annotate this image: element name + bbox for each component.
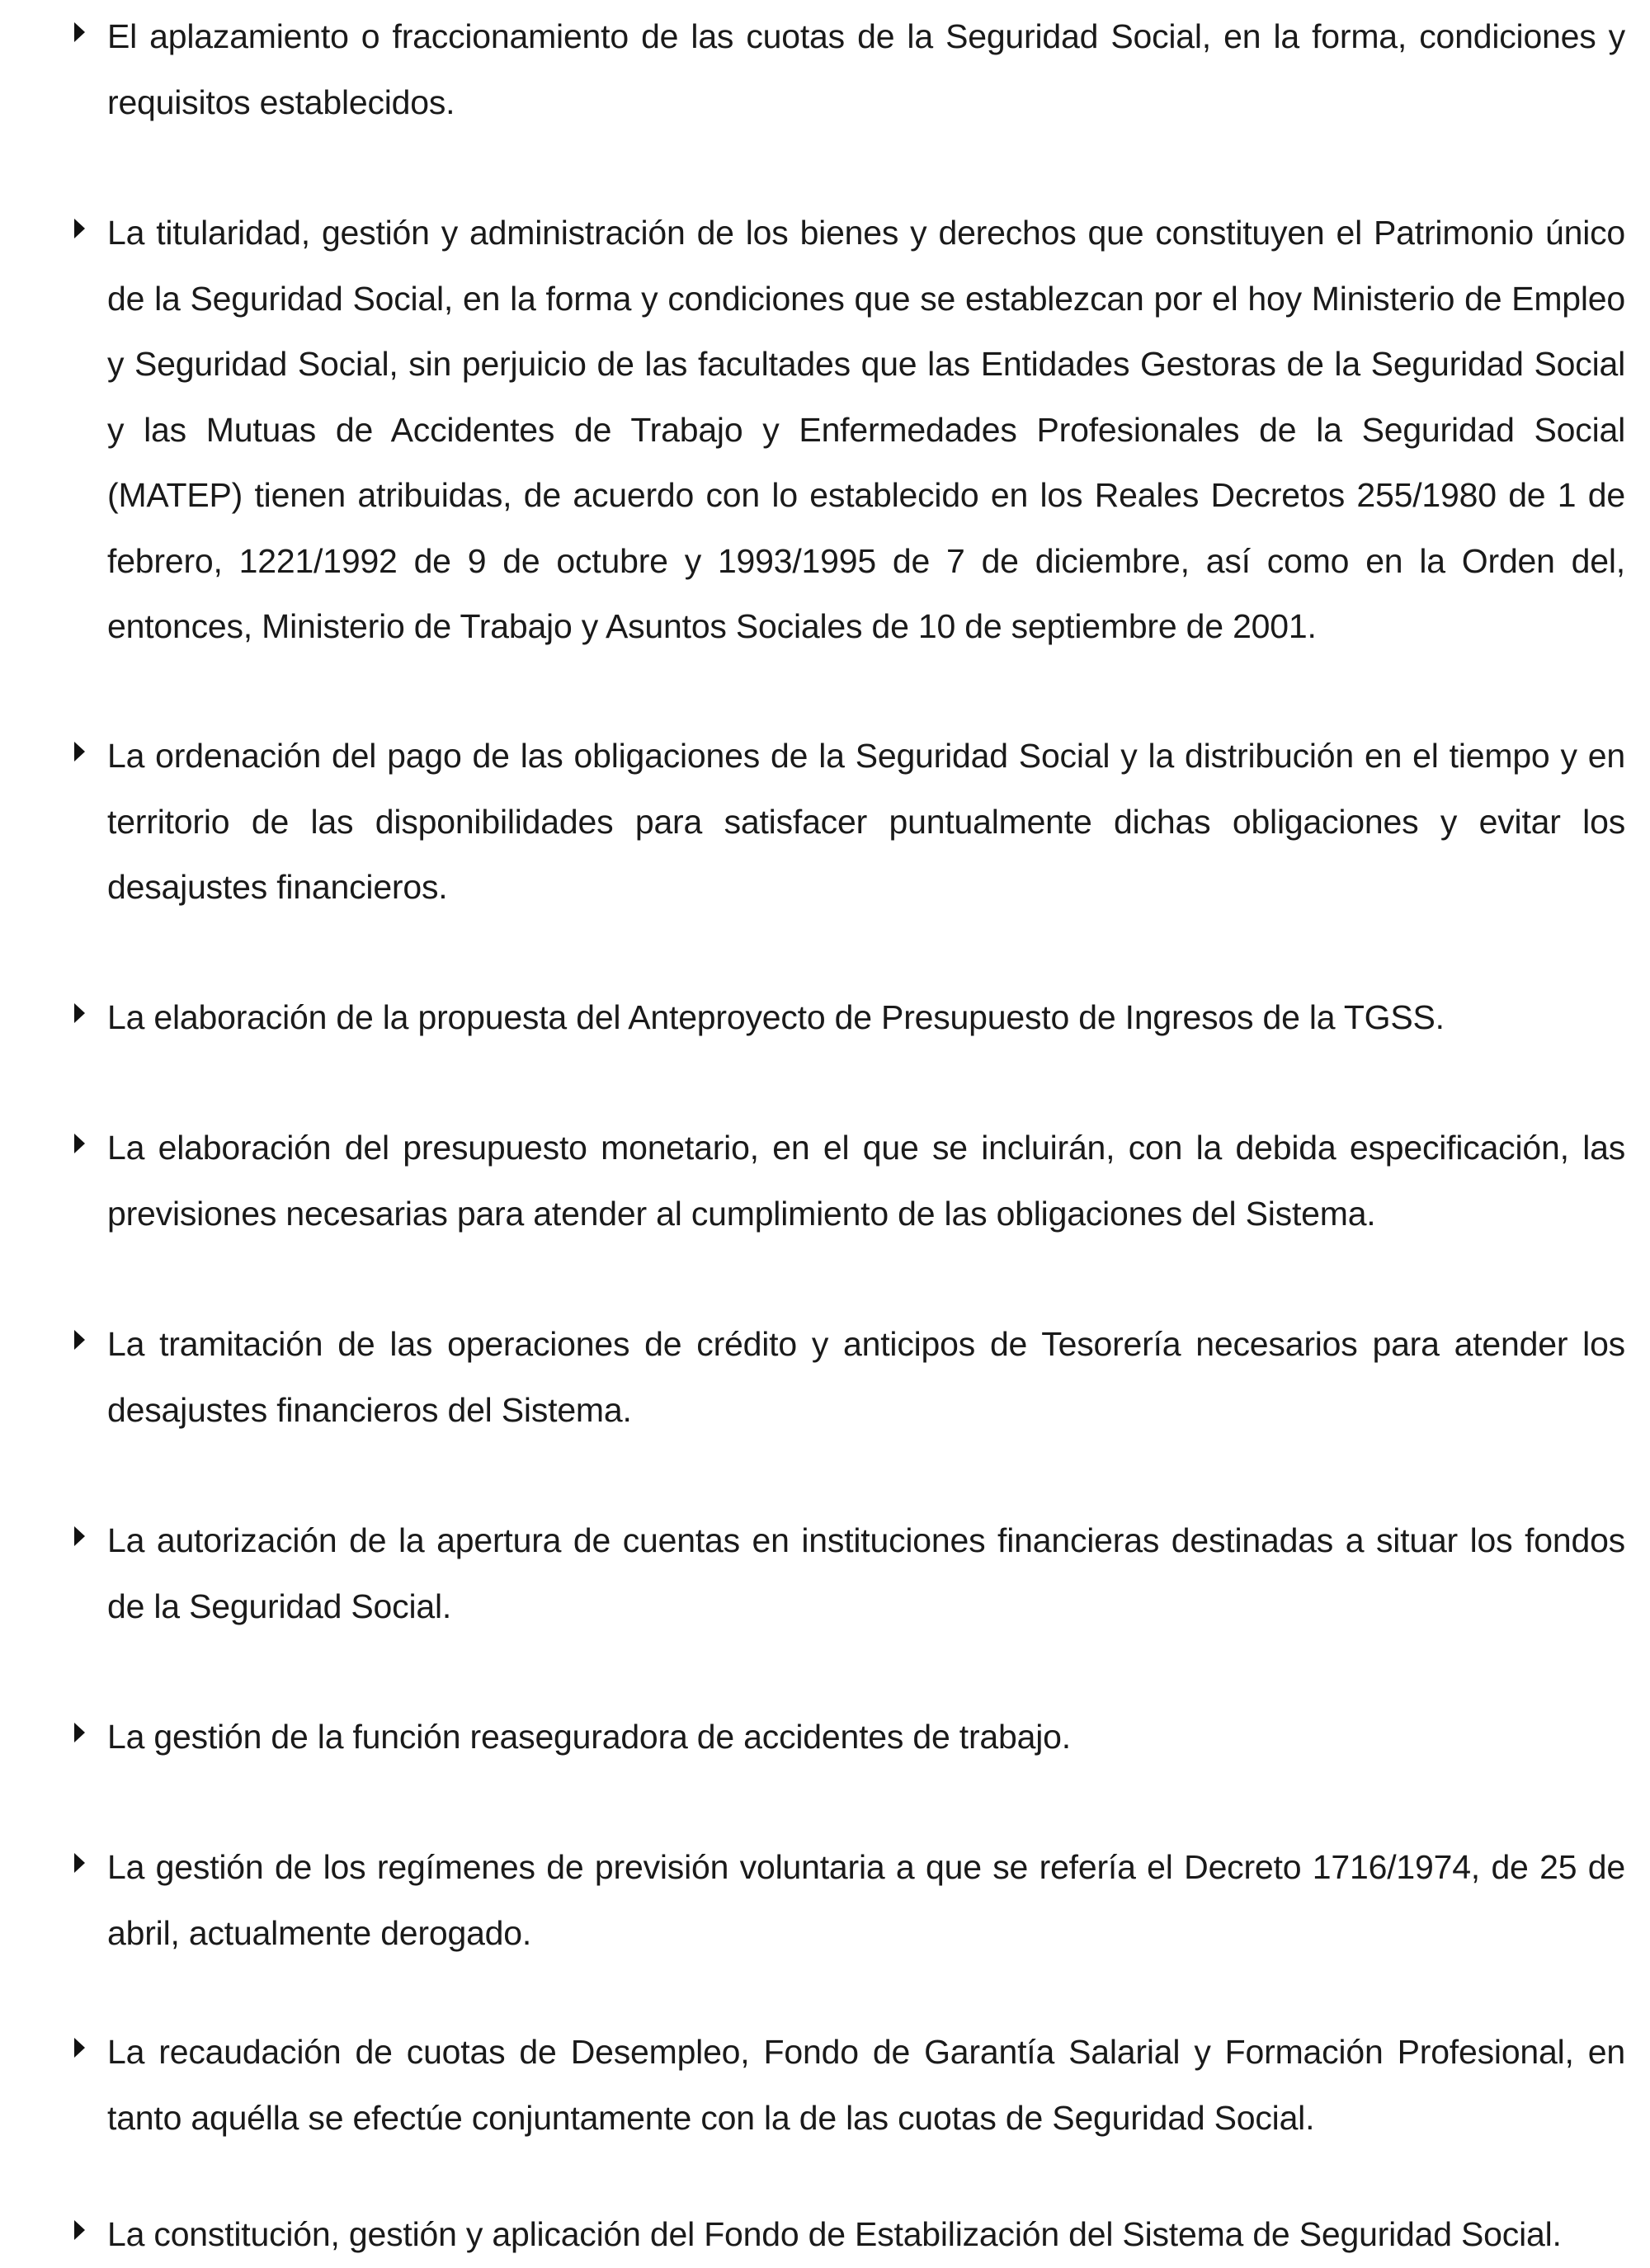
triangle-bullet-icon [74,1723,85,1742]
list-item-text: El aplazamiento o fraccionamiento de las cuotas de la Seguridad Social, en la forma, condiciones y requisitos establecidos. [107,17,1625,121]
triangle-bullet-icon [74,742,85,762]
list-item-text: La titularidad, gestión y administración de los bienes y derechos que constituyen el Patrimonio único de la Seguridad Social, en la forma y condiciones que se establezcan por el hoy Ministerio de Empleo y Seguridad Social, sin perjuicio de las facultades que las Entidades Gestoras de la Seguridad Social y las Mutuas de Accidentes de Trabajo y Enfermedades Profesionales de la Seguridad Social (MATEP) tienen atribuidas, de acuerdo con lo establecido en los Reales Decretos 255/1980 de 1 de febrero, 1221/1992 de 9 de octubre y 1993/1995 de 7 de diciembre, así como en la Orden del, entonces, Ministerio de Trabajo y Asuntos Sociales de 10 de septiembre de 2001. [107,214,1625,645]
list-item-text: La recaudación de cuotas de Desempleo, Fondo de Garantía Salarial y Formación Profesional, en tanto aquélla se efectúe conjuntamente con la de las cuotas de Seguridad Social. [107,2033,1625,2137]
triangle-bullet-icon [74,1003,85,1023]
triangle-bullet-icon [74,1330,85,1350]
triangle-bullet-icon [74,1526,85,1546]
triangle-bullet-icon [74,1853,85,1873]
list-item-text: La constitución, gestión y aplicación del Fondo de Estabilización del Sistema de Seguridad Social. [107,2215,1562,2253]
list-item-text: La autorización de la apertura de cuentas en instituciones financieras destinadas a situar los fondos de la Seguridad Social. [107,1521,1625,1625]
triangle-bullet-icon [74,2038,85,2058]
triangle-bullet-icon [74,219,85,238]
triangle-bullet-icon [74,1134,85,1153]
list-item-text: La elaboración de la propuesta del Anteproyecto de Presupuesto de Ingresos de la TGSS. [107,998,1445,1036]
list-item-text: La gestión de los regímenes de previsión voluntaria a que se refería el Decreto 1716/1974, de 25 de abril, actualmente derogado. [107,1848,1625,1952]
list-item-text: La elaboración del presupuesto monetario, en el que se incluirán, con la debida especificación, las previsiones necesarias para atender al cumplimiento de las obligaciones del Sistema. [107,1129,1625,1233]
list-item-text: La ordenación del pago de las obligaciones de la Seguridad Social y la distribución en el tiempo y en territorio de las disponibilidades para satisfacer puntualmente dichas obligaciones y evitar los desajustes financieros. [107,737,1625,906]
list-item-text: La gestión de la función reaseguradora de accidentes de trabajo. [107,1718,1071,1756]
triangle-bullet-icon [74,2220,85,2240]
triangle-bullet-icon [74,22,85,42]
list-item-text: La tramitación de las operaciones de crédito y anticipos de Tesorería necesarios para atender los desajustes financieros del Sistema. [107,1325,1625,1429]
